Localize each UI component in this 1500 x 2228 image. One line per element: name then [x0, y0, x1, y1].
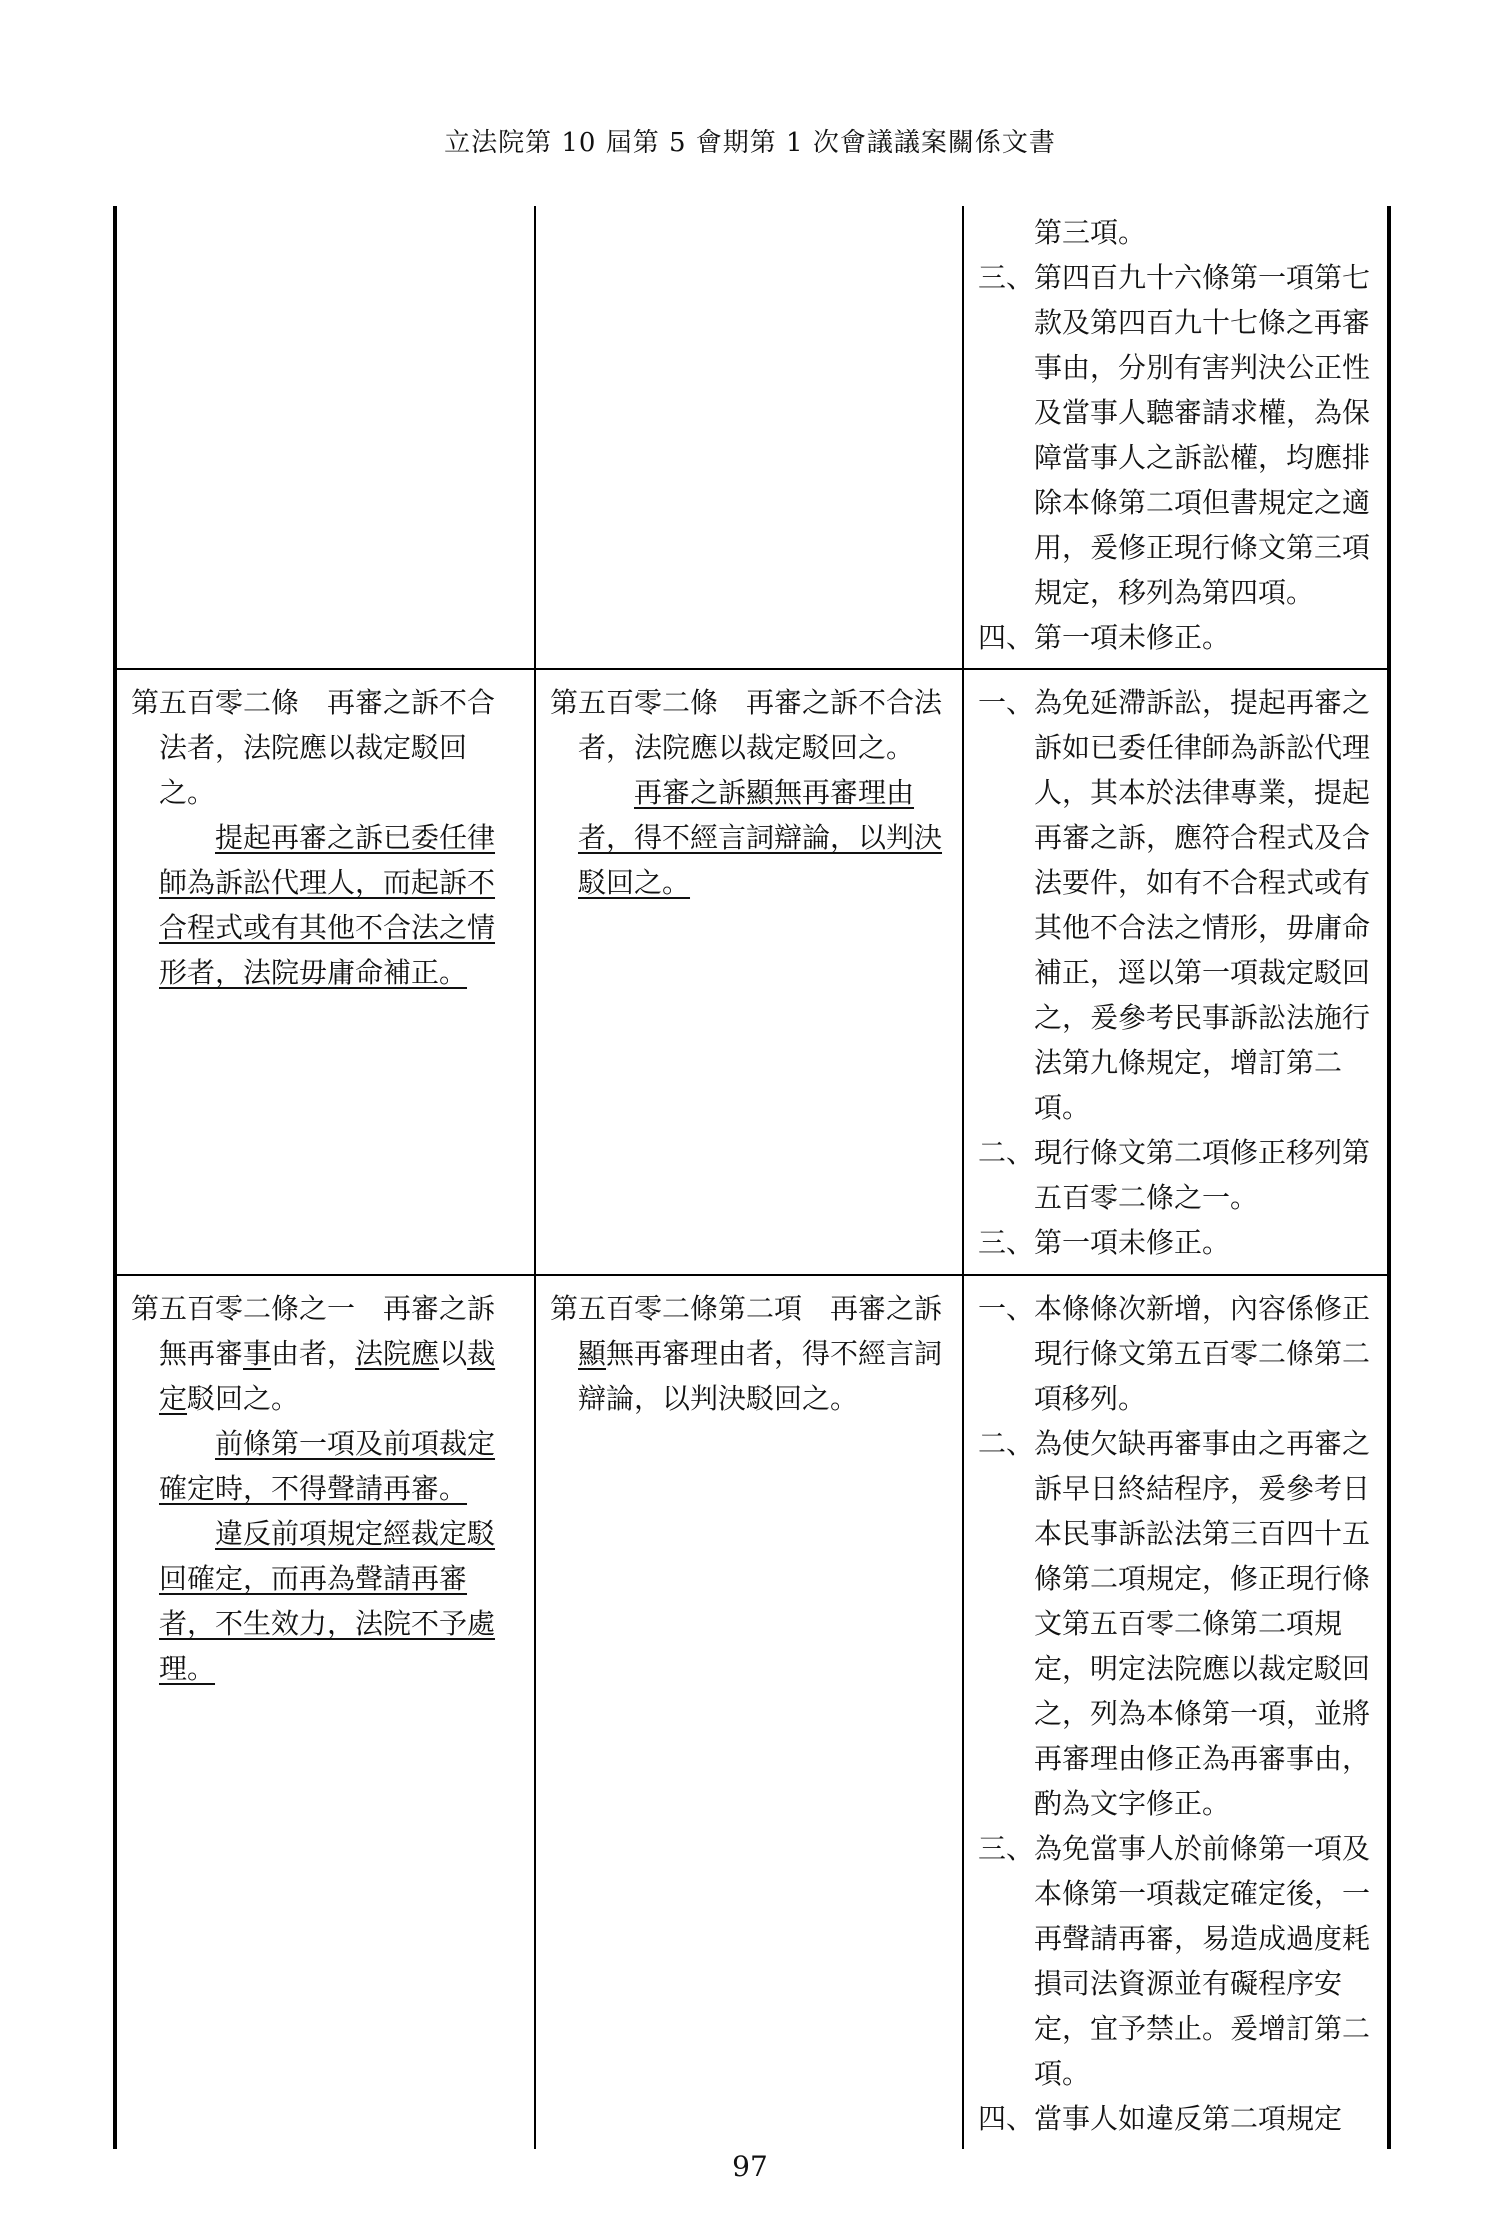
current-text-cell [535, 669, 963, 1275]
explanation-item: 四、當事人如違反第二項規定 [978, 2102, 1343, 2135]
explanation-cell [963, 1275, 1389, 2149]
proposed-text-cell [115, 206, 535, 669]
explanation-item: 二、現行條文第二項修正移列第五百零二條之一。 [978, 1136, 1371, 1214]
table-row [115, 1275, 1389, 2149]
article-heading: 第五百零二條第二項 再審之訴顯無再審理由者，得不經言詞辯論，以判決駁回之。 [550, 1292, 943, 1415]
explanation-item: 三、第一項未修正。 [978, 1226, 1231, 1259]
table-row [115, 669, 1389, 1275]
proposed-text-cell [115, 1275, 535, 2149]
document-header: 立法院第 10 屆第 5 會期第 1 次會議議案關係文書 [444, 128, 1056, 158]
amended-paragraph: 提起再審之訴已委任律師為訴訟代理人，而起訴不合程式或有其他不合法之情形者，法院毋庸命補正。 [159, 821, 496, 989]
article-heading: 第五百零二條 再審之訴不合法者，法院應以裁定駁回之。 [550, 686, 943, 764]
explanation-item: 一、為免延滯訴訟，提起再審之訴如已委任律師為訴訟代理人，其本於法律專業，提起再審之訴，應符合程式及合法要件，如有不合程式或有其他不合法之情形，毋庸命補正，逕以第一項裁定駁回之，爰參考民事訴訟法施行法第九條規定，增訂第二項。 [978, 686, 1371, 1124]
amendment-table [113, 206, 1391, 2149]
explanation-item: 一、本條條次新增，內容係修正現行條文第五百零二條第二項移列。 [978, 1292, 1371, 1415]
explanation-cell [963, 669, 1389, 1275]
explanation-cell [963, 206, 1389, 669]
explanation-continued: 第三項。 [1034, 216, 1147, 249]
current-text-cell [535, 1275, 963, 2149]
deleted-paragraph: 再審之訴顯無再審理由者，得不經言詞辯論，以判決駁回之。 [578, 776, 943, 899]
explanation-item: 三、第四百九十六條第一項第七款及第四百九十七條之再審事由，分別有害判決公正性及當事人聽審請求權，為保障當事人之訴訟權，均應排除本條第二項但書規定之適用，爰修正現行條文第三項規定，移列為第四項。 [978, 261, 1371, 609]
page-number: 97 [732, 2150, 768, 2183]
explanation-item: 二、為使欠缺再審事由之再審之訴早日終結程序，爰參考日本民事訴訟法第三百四十五條第二項規定，修正現行條文第五百零二條第二項規定，明定法院應以裁定駁回之，列為本條第一項，並將再審理由修正為再審事由，酌為文字修正。 [978, 1427, 1371, 1820]
current-text-cell [535, 206, 963, 669]
proposed-text-cell [115, 669, 535, 1275]
explanation-item: 四、第一項未修正。 [978, 621, 1231, 654]
explanation-item: 三、為免當事人於前條第一項及本條第一項裁定確定後，一再聲請再審，易造成過度耗損司法資源並有礙程序安定，宜予禁止。爰增訂第二項。 [978, 1832, 1371, 2090]
amended-paragraph: 前條第一項及前項裁定確定時，不得聲請再審。 [159, 1427, 496, 1505]
table-row [115, 206, 1389, 669]
amended-paragraph: 違反前項規定經裁定駁回確定，而再為聲請再審者，不生效力，法院不予處理。 [159, 1517, 496, 1685]
article-heading: 第五百零二條 再審之訴不合法者，法院應以裁定駁回之。 [131, 686, 496, 809]
article-heading: 第五百零二條之一 再審之訴無再審事由者，法院應以裁定駁回之。 [131, 1292, 496, 1415]
